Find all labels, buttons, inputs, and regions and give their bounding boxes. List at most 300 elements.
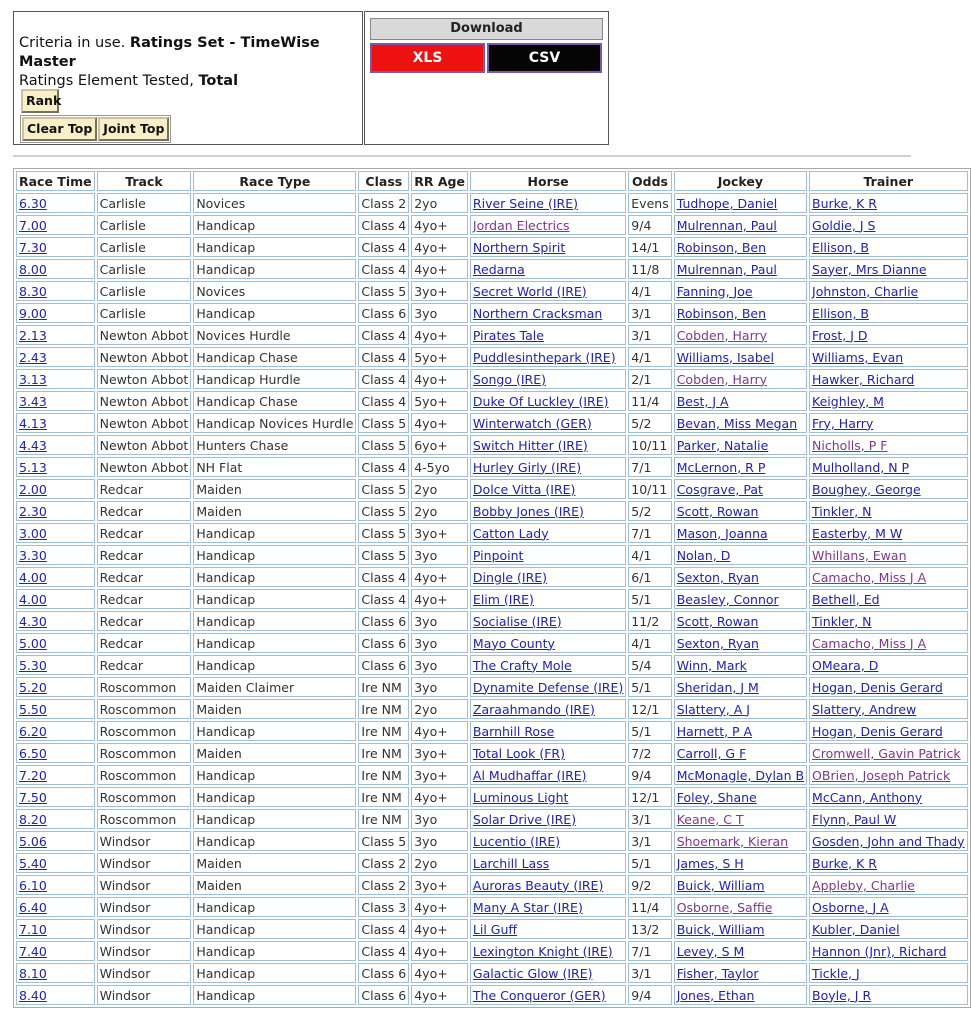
trainer-link[interactable]: Slattery, Andrew — [812, 701, 917, 717]
cell-jockey — [674, 721, 807, 741]
trainer-link[interactable]: Sayer, Mrs Dianne — [812, 261, 927, 277]
cell-odds: Evens — [628, 193, 671, 213]
time-link[interactable]: 8.10 — [19, 965, 47, 981]
trainer-link[interactable]: Burke, K R — [812, 195, 877, 211]
horse-link[interactable]: Mayo County — [472, 635, 555, 651]
cell-time — [16, 875, 95, 895]
trainer-link[interactable]: Frost, J D — [812, 327, 868, 343]
cell-time — [16, 369, 95, 389]
trainer-link[interactable]: Hogan, Denis Gerard — [812, 679, 943, 695]
download-csv-button[interactable]: CSV — [487, 43, 602, 73]
time-link[interactable]: 7.50 — [19, 789, 47, 805]
cell-time — [16, 831, 95, 851]
cell-time — [16, 985, 95, 1005]
jockey-link[interactable]: McMonagle, Dylan B — [676, 767, 805, 783]
col-race-type[interactable]: Race Type — [193, 171, 356, 191]
cell-type: Novices — [193, 193, 356, 213]
horse-link[interactable]: Al Mudhaffar (IRE) — [472, 767, 587, 783]
time-link[interactable]: 6.10 — [19, 877, 47, 893]
time-link[interactable]: 7.40 — [19, 943, 47, 959]
table-row — [16, 589, 968, 609]
horse-link[interactable]: Puddlesinthepark (IRE) — [472, 349, 616, 365]
jockey-link[interactable]: Scott, Rowan — [676, 503, 759, 519]
cell-type: Handicap — [193, 589, 356, 609]
cell-class: Ire NM — [358, 743, 409, 763]
time-link[interactable]: 4.13 — [19, 415, 47, 431]
cell-class: Ire NM — [358, 677, 409, 697]
cell-class: Class 6 — [358, 303, 409, 323]
jockey-link[interactable]: Slattery, A J — [676, 701, 750, 717]
trainer-link[interactable]: Osborne, J A — [812, 899, 889, 915]
jockey-link[interactable]: Parker, Natalie — [676, 437, 769, 453]
horse-link[interactable]: Winterwatch (GER) — [472, 415, 592, 431]
horse-link[interactable]: Switch Hitter (IRE) — [472, 437, 588, 453]
cell-age: 3yo+ — [411, 523, 468, 543]
jockey-link[interactable]: Mason, Joanna — [676, 525, 768, 541]
trainer-link[interactable]: Hogan, Denis Gerard — [812, 723, 943, 739]
jockey-link[interactable]: Fisher, Taylor — [676, 965, 759, 981]
cell-track: Roscommon — [97, 809, 192, 829]
cell-time — [16, 457, 95, 477]
jockey-link[interactable]: Foley, Shane — [676, 789, 757, 805]
trainer-link[interactable]: Fry, Harry — [812, 415, 874, 431]
cell-time — [16, 479, 95, 499]
horse-link[interactable]: Galactic Glow (IRE) — [472, 965, 593, 981]
col-horse[interactable]: Horse — [470, 171, 626, 191]
time-link[interactable]: 6.40 — [19, 899, 47, 915]
cell-jockey — [674, 391, 807, 411]
trainer-link[interactable]: Gosden, John and Thady — [812, 833, 965, 849]
horse-link[interactable]: Catton Lady — [472, 525, 549, 541]
jockey-link[interactable]: Osborne, Saffie — [676, 899, 773, 915]
col-trainer[interactable]: Trainer — [809, 171, 968, 191]
ratings-set-value: Ratings Set - TimeWise Master — [19, 35, 320, 70]
cell-time — [16, 589, 95, 609]
cell-age: 4yo+ — [411, 787, 468, 807]
jockey-link[interactable]: Buick, William — [676, 921, 765, 937]
horse-link[interactable]: Dingle (IRE) — [472, 569, 548, 585]
cell-time — [16, 347, 95, 367]
cell-odds: 5/1 — [628, 853, 671, 873]
jockey-link[interactable]: Beasley, Connor — [676, 591, 779, 607]
jockey-link[interactable]: Williams, Isabel — [676, 349, 774, 365]
cell-class: Class 4 — [358, 457, 409, 477]
table-row — [16, 611, 968, 631]
jockey-link[interactable]: Shoemark, Kieran — [676, 833, 789, 849]
trainer-link[interactable]: OBrien, Joseph Patrick — [812, 767, 951, 783]
horse-link[interactable]: Bobby Jones (IRE) — [472, 503, 584, 519]
time-link[interactable]: 3.00 — [19, 525, 47, 541]
horse-link[interactable]: Barnhill Rose — [472, 723, 555, 739]
trainer-link[interactable]: Burke, K R — [812, 855, 877, 871]
cell-jockey — [674, 611, 807, 631]
trainer-link[interactable]: Boughey, George — [812, 481, 921, 497]
jockey-link[interactable]: Scott, Rowan — [676, 613, 759, 629]
rank-button[interactable]: Rank — [21, 89, 59, 113]
cell-age: 2yo — [411, 479, 468, 499]
trainer-link[interactable]: Johnston, Charlie — [812, 283, 919, 299]
trainer-link[interactable]: Ellison, B — [812, 305, 869, 321]
trainer-link[interactable]: Tinkler, N — [812, 613, 872, 629]
cell-class: Ire NM — [358, 787, 409, 807]
horse-link[interactable]: River Seine (IRE) — [472, 195, 578, 211]
table-row — [16, 897, 968, 917]
cell-type: Hunters Chase — [193, 435, 356, 455]
horse-link[interactable]: Hurley Girly (IRE) — [472, 459, 582, 475]
cell-horse — [470, 193, 626, 213]
time-link[interactable]: 2.43 — [19, 349, 47, 365]
table-row — [16, 831, 968, 851]
time-link[interactable]: 5.06 — [19, 833, 47, 849]
cell-type: Novices Hurdle — [193, 325, 356, 345]
horse-link[interactable]: Pinpoint — [472, 547, 524, 563]
trainer-link[interactable]: Boyle, J R — [812, 987, 872, 1003]
trainer-link[interactable]: Mulholland, N P — [812, 459, 910, 475]
trainer-link[interactable]: McCann, Anthony — [812, 789, 923, 805]
jockey-link[interactable]: Levey, S M — [676, 943, 745, 959]
cell-type: Maiden — [193, 699, 356, 719]
cell-trainer — [809, 391, 968, 411]
cell-age: 4yo+ — [411, 589, 468, 609]
jockey-link[interactable]: Sexton, Ryan — [676, 635, 759, 651]
jockey-link[interactable]: McLernon, R P — [676, 459, 766, 475]
cell-trainer — [809, 325, 968, 345]
trainer-link[interactable]: Keighley, M — [812, 393, 884, 409]
cell-age: 4yo+ — [411, 721, 468, 741]
time-link[interactable]: 3.30 — [19, 547, 47, 563]
cell-horse — [470, 787, 626, 807]
jockey-link[interactable]: Cosgrave, Pat — [676, 481, 763, 497]
time-link[interactable]: 4.00 — [19, 591, 47, 607]
horse-link[interactable]: Elim (IRE) — [472, 591, 534, 607]
cell-odds: 9/4 — [628, 985, 671, 1005]
table-row — [16, 479, 968, 499]
cell-time — [16, 545, 95, 565]
jockey-link[interactable]: Jones, Ethan — [676, 987, 755, 1003]
cell-jockey — [674, 259, 807, 279]
cell-trainer — [809, 501, 968, 521]
joint-top-button[interactable]: Joint Top — [98, 117, 169, 141]
cell-age: 3yo+ — [411, 765, 468, 785]
cell-time — [16, 677, 95, 697]
time-link[interactable]: 5.30 — [19, 657, 47, 673]
horse-link[interactable]: Jordan Electrics — [472, 217, 570, 233]
time-link[interactable]: 7.10 — [19, 921, 47, 937]
cell-track: Roscommon — [97, 677, 192, 697]
col-rr-age[interactable]: RR Age — [411, 171, 468, 191]
table-row — [16, 501, 968, 521]
table-row — [16, 655, 968, 675]
trainer-link[interactable]: Camacho, Miss J A — [812, 635, 927, 651]
jockey-link[interactable]: Bevan, Miss Megan — [676, 415, 798, 431]
cell-type: Handicap — [193, 721, 356, 741]
divider — [13, 155, 911, 157]
trainer-link[interactable]: Easterby, M W — [812, 525, 903, 541]
table-row — [16, 303, 968, 323]
trainer-link[interactable]: Kubler, Daniel — [812, 921, 900, 937]
time-link[interactable]: 6.30 — [19, 195, 47, 211]
cell-type: Handicap — [193, 633, 356, 653]
cell-horse — [470, 875, 626, 895]
trainer-link[interactable]: Whillans, Ewan — [812, 547, 907, 563]
cell-trainer — [809, 743, 968, 763]
cell-time — [16, 787, 95, 807]
cell-class: Class 6 — [358, 611, 409, 631]
cell-class: Class 5 — [358, 523, 409, 543]
time-link[interactable]: 6.20 — [19, 723, 47, 739]
horse-link[interactable]: Pirates Tale — [472, 327, 544, 343]
cell-class: Class 4 — [358, 325, 409, 345]
horse-link[interactable]: Total Look (FR) — [472, 745, 565, 761]
cell-type: Novices — [193, 281, 356, 301]
cell-type: Handicap — [193, 919, 356, 939]
time-link[interactable]: 2.13 — [19, 327, 47, 343]
cell-time — [16, 809, 95, 829]
cell-jockey — [674, 369, 807, 389]
col-class[interactable]: Class — [358, 171, 409, 191]
cell-horse — [470, 677, 626, 697]
jockey-link[interactable]: Mulrennan, Paul — [676, 261, 777, 277]
cell-trainer — [809, 963, 968, 983]
cell-track: Roscommon — [97, 743, 192, 763]
jockey-link[interactable]: Robinson, Ben — [676, 305, 767, 321]
cell-type: Handicap — [193, 237, 356, 257]
jockey-link[interactable]: James, S H — [676, 855, 744, 871]
time-link[interactable]: 4.43 — [19, 437, 47, 453]
cell-jockey — [674, 963, 807, 983]
cell-odds: 12/1 — [628, 699, 671, 719]
horse-link[interactable]: Larchill Lass — [472, 855, 550, 871]
jockey-link[interactable]: Harnett, P A — [676, 723, 753, 739]
cell-type: Handicap — [193, 215, 356, 235]
cell-age: 4yo+ — [411, 413, 468, 433]
cell-jockey — [674, 347, 807, 367]
cell-time — [16, 941, 95, 961]
cell-trainer — [809, 303, 968, 323]
jockey-link[interactable]: Fanning, Joe — [676, 283, 753, 299]
time-link[interactable]: 3.13 — [19, 371, 47, 387]
cell-horse — [470, 523, 626, 543]
cell-odds: 3/1 — [628, 831, 671, 851]
jockey-link[interactable]: Tudhope, Daniel — [676, 195, 778, 211]
cell-type: Handicap Novices Hurdle — [193, 413, 356, 433]
horse-link[interactable]: Zaraahmando (IRE) — [472, 701, 595, 717]
trainer-link[interactable]: Tinkler, N — [812, 503, 872, 519]
time-link[interactable]: 8.30 — [19, 283, 47, 299]
cell-class: Class 4 — [358, 215, 409, 235]
time-link[interactable]: 2.00 — [19, 481, 47, 497]
horse-link[interactable]: Northern Spirit — [472, 239, 566, 255]
cell-trainer — [809, 787, 968, 807]
time-link[interactable]: 7.30 — [19, 239, 47, 255]
cell-class: Class 3 — [358, 897, 409, 917]
col-odds[interactable]: Odds — [628, 171, 671, 191]
cell-jockey — [674, 787, 807, 807]
table-row — [16, 919, 968, 939]
time-link[interactable]: 8.20 — [19, 811, 47, 827]
jockey-link[interactable]: Carroll, G F — [676, 745, 747, 761]
time-link[interactable]: 7.00 — [19, 217, 47, 233]
cell-class: Class 6 — [358, 963, 409, 983]
trainer-link[interactable]: Tickle, J — [812, 965, 860, 981]
time-link[interactable]: 5.20 — [19, 679, 47, 695]
horse-link[interactable]: Lucentio (IRE) — [472, 833, 561, 849]
trainer-link[interactable]: Hawker, Richard — [812, 371, 915, 387]
cell-age: 3yo+ — [411, 743, 468, 763]
cell-age: 4yo+ — [411, 567, 468, 587]
cell-type: Maiden — [193, 501, 356, 521]
cell-jockey — [674, 589, 807, 609]
trainer-link[interactable]: Ellison, B — [812, 239, 869, 255]
cell-horse — [470, 391, 626, 411]
cell-class: Ire NM — [358, 699, 409, 719]
time-link[interactable]: 6.50 — [19, 745, 47, 761]
cell-time — [16, 413, 95, 433]
download-panel — [364, 11, 609, 145]
cell-track: Carlisle — [97, 215, 192, 235]
jockey-link[interactable]: Keane, C T — [676, 811, 744, 827]
time-link[interactable]: 3.43 — [19, 393, 47, 409]
criteria-text — [19, 34, 362, 91]
cell-class: Ire NM — [358, 765, 409, 785]
cell-horse — [470, 325, 626, 345]
time-link[interactable]: 8.00 — [19, 261, 47, 277]
horse-link[interactable]: Many A Star (IRE) — [472, 899, 583, 915]
jockey-link[interactable]: Mulrennan, Paul — [676, 217, 777, 233]
horse-link[interactable]: Socialise (IRE) — [472, 613, 562, 629]
jockey-link[interactable]: Winn, Mark — [676, 657, 747, 673]
cell-age: 5yo+ — [411, 391, 468, 411]
jockey-link[interactable]: Sexton, Ryan — [676, 569, 759, 585]
trainer-link[interactable]: Goldie, J S — [812, 217, 876, 233]
horse-link[interactable]: Redarna — [472, 261, 525, 277]
cell-horse — [470, 963, 626, 983]
time-link[interactable]: 8.40 — [19, 987, 47, 1003]
cell-type: Handicap — [193, 809, 356, 829]
cell-jockey — [674, 545, 807, 565]
trainer-link[interactable]: Flynn, Paul W — [812, 811, 897, 827]
col-track[interactable]: Track — [97, 171, 192, 191]
trainer-link[interactable]: Hannon (Jnr), Richard — [812, 943, 947, 959]
cell-horse — [470, 259, 626, 279]
jockey-link[interactable]: Sheridan, J M — [676, 679, 759, 695]
time-link[interactable]: 5.00 — [19, 635, 47, 651]
trainer-link[interactable]: Camacho, Miss J A — [812, 569, 927, 585]
time-link[interactable]: 5.13 — [19, 459, 47, 475]
cell-age: 3yo+ — [411, 281, 468, 301]
cell-horse — [470, 765, 626, 785]
cell-class: Class 4 — [358, 369, 409, 389]
cell-time — [16, 259, 95, 279]
cell-track: Redcar — [97, 633, 192, 653]
cell-track: Windsor — [97, 831, 192, 851]
time-link[interactable]: 9.00 — [19, 305, 47, 321]
download-title: Download — [370, 18, 603, 40]
cell-trainer — [809, 369, 968, 389]
cell-type: Handicap Chase — [193, 347, 356, 367]
horse-link[interactable]: Dynamite Defense (IRE) — [472, 679, 624, 695]
horse-link[interactable]: Luminous Light — [472, 789, 569, 805]
horse-link[interactable]: Lil Guff — [472, 921, 518, 937]
cell-horse — [470, 743, 626, 763]
trainer-link[interactable]: OMeara, D — [812, 657, 879, 673]
jockey-link[interactable]: Buick, William — [676, 877, 765, 893]
jockey-link[interactable]: Robinson, Ben — [676, 239, 767, 255]
cell-class: Ire NM — [358, 721, 409, 741]
cell-age: 3yo — [411, 677, 468, 697]
table-row — [16, 765, 968, 785]
cell-odds: 3/1 — [628, 303, 671, 323]
horse-link[interactable]: Songo (IRE) — [472, 371, 547, 387]
horse-link[interactable]: Auroras Beauty (IRE) — [472, 877, 604, 893]
time-link[interactable]: 4.00 — [19, 569, 47, 585]
cell-trainer — [809, 479, 968, 499]
trainer-link[interactable]: Appleby, Charlie — [812, 877, 915, 893]
cell-horse — [470, 281, 626, 301]
horse-link[interactable]: Dolce Vitta (IRE) — [472, 481, 576, 497]
cell-track: Carlisle — [97, 193, 192, 213]
jockey-link[interactable]: Nolan, D — [676, 547, 731, 563]
trainer-link[interactable]: Nicholls, P F — [812, 437, 888, 453]
horse-link[interactable]: Duke Of Luckley (IRE) — [472, 393, 609, 409]
jockey-link[interactable]: Cobden, Harry — [676, 327, 768, 343]
cell-horse — [470, 303, 626, 323]
cell-jockey — [674, 215, 807, 235]
cell-age: 2yo — [411, 193, 468, 213]
horse-link[interactable]: The Conqueror (GER) — [472, 987, 606, 1003]
cell-age: 4yo+ — [411, 897, 468, 917]
cell-track: Carlisle — [97, 237, 192, 257]
time-link[interactable]: 4.30 — [19, 613, 47, 629]
jockey-link[interactable]: Best, J A — [676, 393, 729, 409]
cell-type: Maiden — [193, 479, 356, 499]
table-row — [16, 457, 968, 477]
race-rows — [16, 193, 968, 1005]
cell-trainer — [809, 347, 968, 367]
download-xls-button[interactable]: XLS — [370, 43, 485, 73]
cell-track: Roscommon — [97, 721, 192, 741]
cell-time — [16, 435, 95, 455]
cell-horse — [470, 919, 626, 939]
cell-age: 2yo — [411, 853, 468, 873]
clear-top-button[interactable]: Clear Top — [22, 117, 97, 141]
trainer-link[interactable]: Williams, Evan — [812, 349, 904, 365]
cell-age: 4yo+ — [411, 259, 468, 279]
jockey-link[interactable]: Cobden, Harry — [676, 371, 768, 387]
cell-time — [16, 963, 95, 983]
cell-track: Newton Abbot — [97, 325, 192, 345]
cell-type: NH Flat — [193, 457, 356, 477]
time-link[interactable]: 5.40 — [19, 855, 47, 871]
col-jockey[interactable]: Jockey — [674, 171, 807, 191]
horse-link[interactable]: Solar Drive (IRE) — [472, 811, 577, 827]
trainer-link[interactable]: Cromwell, Gavin Patrick — [812, 745, 961, 761]
table-row — [16, 699, 968, 719]
horse-link[interactable]: The Crafty Mole — [472, 657, 572, 673]
horse-link[interactable]: Northern Cracksman — [472, 305, 603, 321]
horse-link[interactable]: Secret World (IRE) — [472, 283, 587, 299]
time-link[interactable]: 7.20 — [19, 767, 47, 783]
time-link[interactable]: 5.50 — [19, 701, 47, 717]
time-link[interactable]: 2.30 — [19, 503, 47, 519]
table-row — [16, 875, 968, 895]
col-race-time[interactable]: Race Time — [16, 171, 95, 191]
trainer-link[interactable]: Bethell, Ed — [812, 591, 880, 607]
horse-link[interactable]: Lexington Knight (IRE) — [472, 943, 613, 959]
cell-class: Class 5 — [358, 501, 409, 521]
table-row — [16, 721, 968, 741]
cell-trainer — [809, 919, 968, 939]
